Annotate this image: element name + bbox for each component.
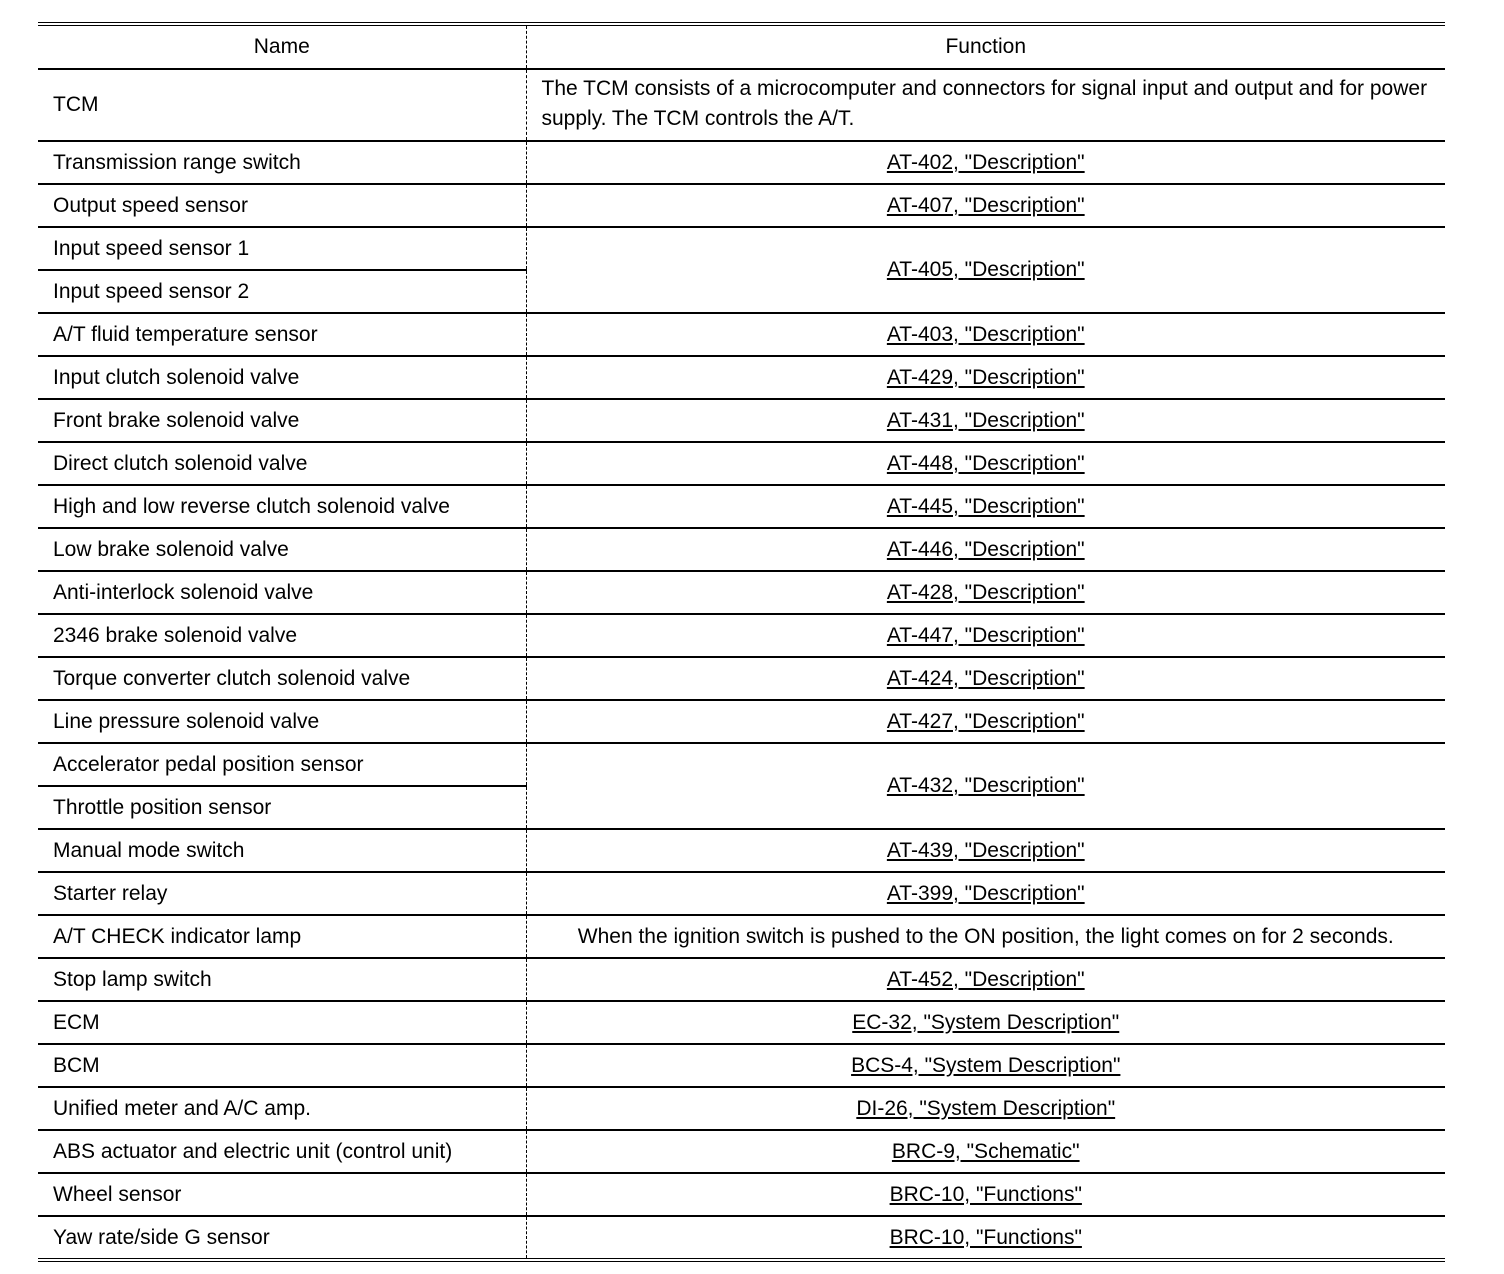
- table-row: [38, 399, 1445, 442]
- table-row: [38, 1216, 1445, 1260]
- component-name: Front brake solenoid valve: [38, 399, 526, 442]
- reference-link[interactable]: AT-452, "Description": [886, 967, 1085, 991]
- reference-link[interactable]: AT-429, "Description": [886, 365, 1085, 389]
- component-name: Direct clutch solenoid valve: [38, 442, 526, 485]
- reference-cell: [526, 356, 1445, 399]
- reference-link[interactable]: AT-445, "Description": [886, 494, 1085, 518]
- table-header-row: [38, 24, 1445, 69]
- reference-cell: [526, 1087, 1445, 1130]
- reference-link[interactable]: AT-446, "Description": [886, 537, 1085, 561]
- reference-link[interactable]: AT-427, "Description": [886, 709, 1085, 733]
- table-row: [38, 227, 1445, 270]
- component-name: Starter relay: [38, 872, 526, 915]
- reference-link[interactable]: DI-26, "System Description": [856, 1096, 1116, 1120]
- reference-cell: [526, 1044, 1445, 1087]
- component-name: Stop lamp switch: [38, 958, 526, 1001]
- reference-cell: [526, 1216, 1445, 1260]
- table-row: [38, 915, 1445, 958]
- table-row: [38, 571, 1445, 614]
- reference-cell: [526, 399, 1445, 442]
- component-name: ABS actuator and electric unit (control unit): [38, 1130, 526, 1173]
- reference-link[interactable]: AT-428, "Description": [886, 580, 1085, 604]
- reference-cell: [526, 1001, 1445, 1044]
- reference-cell: [526, 829, 1445, 872]
- reference-cell: [526, 657, 1445, 700]
- reference-cell: [526, 700, 1445, 743]
- component-name: Input speed sensor 1: [38, 227, 526, 270]
- table-row: [38, 528, 1445, 571]
- reference-cell: [526, 958, 1445, 1001]
- table-row: [38, 313, 1445, 356]
- component-function-text: When the ignition switch is pushed to the ON position, the light comes on for 2 seconds.: [526, 915, 1445, 958]
- reference-cell: [526, 442, 1445, 485]
- component-name: Anti-interlock solenoid valve: [38, 571, 526, 614]
- table-row: [38, 700, 1445, 743]
- table-row: [38, 141, 1445, 184]
- reference-link[interactable]: BRC-10, "Functions": [889, 1182, 1082, 1206]
- component-name: Manual mode switch: [38, 829, 526, 872]
- component-name: Unified meter and A/C amp.: [38, 1087, 526, 1130]
- reference-cell: [526, 485, 1445, 528]
- table-row: [38, 1044, 1445, 1087]
- reference-cell: [526, 227, 1445, 313]
- component-name: Line pressure solenoid valve: [38, 700, 526, 743]
- table-row: [38, 69, 1445, 141]
- table-row: [38, 872, 1445, 915]
- component-name: Input clutch solenoid valve: [38, 356, 526, 399]
- component-name: BCM: [38, 1044, 526, 1087]
- reference-cell: [526, 1130, 1445, 1173]
- reference-link[interactable]: AT-448, "Description": [886, 451, 1085, 475]
- component-name: ECM: [38, 1001, 526, 1044]
- component-name: TCM: [38, 69, 526, 141]
- component-name: Torque converter clutch solenoid valve: [38, 657, 526, 700]
- table-row: [38, 184, 1445, 227]
- component-function-text: The TCM consists of a microcomputer and connectors for signal input and output and for power supply. The TCM controls the A/T.: [526, 69, 1445, 141]
- reference-link[interactable]: BCS-4, "System Description": [851, 1053, 1121, 1077]
- reference-cell: [526, 571, 1445, 614]
- name-column-header: Name: [38, 24, 526, 69]
- table-row: [38, 1001, 1445, 1044]
- reference-cell: [526, 1173, 1445, 1216]
- table-row: [38, 829, 1445, 872]
- reference-link[interactable]: AT-399, "Description": [886, 881, 1085, 905]
- reference-link[interactable]: BRC-10, "Functions": [889, 1225, 1082, 1249]
- reference-link[interactable]: AT-403, "Description": [886, 322, 1085, 346]
- table-row: [38, 657, 1445, 700]
- table-row: [38, 442, 1445, 485]
- component-name: A/T CHECK indicator lamp: [38, 915, 526, 958]
- table-row: [38, 743, 1445, 786]
- reference-link[interactable]: AT-431, "Description": [886, 408, 1085, 432]
- table-row: [38, 614, 1445, 657]
- table-row: [38, 356, 1445, 399]
- reference-link[interactable]: AT-432, "Description": [886, 774, 1085, 797]
- reference-link[interactable]: AT-405, "Description": [886, 258, 1085, 281]
- reference-link[interactable]: AT-439, "Description": [886, 838, 1085, 862]
- reference-cell: [526, 313, 1445, 356]
- reference-cell: [526, 528, 1445, 571]
- table-row: [38, 1173, 1445, 1216]
- reference-link[interactable]: AT-447, "Description": [886, 623, 1085, 647]
- component-name: High and low reverse clutch solenoid valve: [38, 485, 526, 528]
- component-name: Input speed sensor 2: [38, 270, 526, 313]
- component-name: Transmission range switch: [38, 141, 526, 184]
- reference-cell: [526, 141, 1445, 184]
- reference-cell: [526, 614, 1445, 657]
- reference-link[interactable]: EC-32, "System Description": [852, 1010, 1120, 1034]
- component-name: 2346 brake solenoid valve: [38, 614, 526, 657]
- table-row: [38, 1087, 1445, 1130]
- component-name: Yaw rate/side G sensor: [53, 1225, 270, 1249]
- reference-link[interactable]: AT-424, "Description": [886, 666, 1085, 690]
- reference-cell: [526, 872, 1445, 915]
- component-name: Low brake solenoid valve: [38, 528, 526, 571]
- reference-cell: [526, 743, 1445, 829]
- component-name: Wheel sensor: [38, 1173, 526, 1216]
- reference-link[interactable]: AT-407, "Description": [886, 193, 1085, 217]
- component-function-table: [38, 22, 1445, 1262]
- component-name: Throttle position sensor: [38, 786, 526, 829]
- table-row: [38, 485, 1445, 528]
- table-row: [38, 1130, 1445, 1173]
- component-name: Output speed sensor: [38, 184, 526, 227]
- reference-cell: [526, 184, 1445, 227]
- component-name: A/T fluid temperature sensor: [38, 313, 526, 356]
- reference-link[interactable]: BRC-9, "Schematic": [891, 1139, 1080, 1163]
- reference-link[interactable]: AT-402, "Description": [886, 150, 1085, 174]
- component-name: Accelerator pedal position sensor: [38, 743, 526, 786]
- table-row: [38, 958, 1445, 1001]
- function-column-header: Function: [526, 24, 1445, 69]
